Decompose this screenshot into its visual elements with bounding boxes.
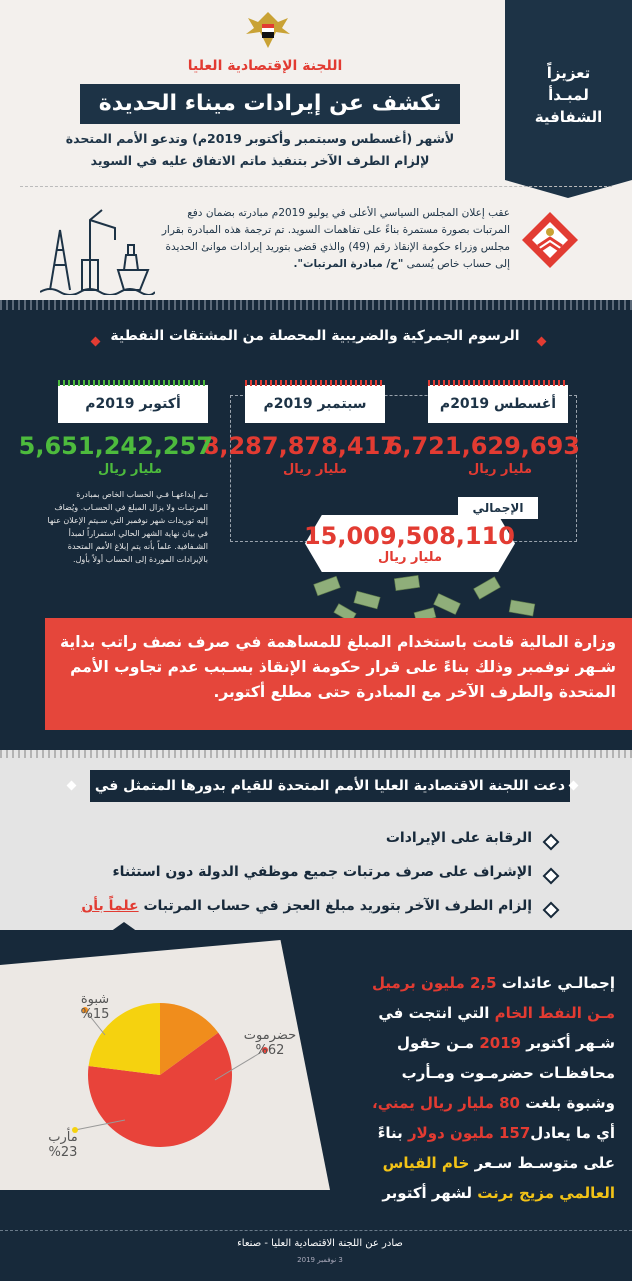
pie-value: %62 [255, 1043, 285, 1058]
un-call-item-note: علماً بأن [81, 898, 139, 914]
month-unit: مليار ريال [97, 462, 163, 477]
month-card-october [58, 385, 208, 423]
crude-text: شـهر أكتوبر [521, 1034, 615, 1052]
crude-highlight: 2019 [479, 1034, 522, 1052]
page-subtitle [20, 128, 500, 172]
un-call-item: إلزام الطرف الآخر بتوريد مبلغ العجز في حساب المرتبات [143, 898, 532, 914]
month-card-august [428, 385, 568, 423]
month-value: 6,721,629,693 [385, 432, 580, 460]
un-call-item: الرقابة على الإيرادات [385, 830, 532, 846]
month-unit: مليار ريال [467, 462, 533, 477]
pie-category: مأرب [48, 1130, 78, 1145]
un-call-item: الإشراف على صرف مرتبات جميع موظفي الدولة دون استثناء [112, 864, 532, 880]
pie-label-shabwa [60, 992, 130, 1022]
un-call-item-3 [81, 898, 532, 914]
month-value: 8,287,878,417 [202, 432, 397, 460]
month-label: أغسطس 2019م [439, 396, 557, 412]
crude-highlight: خام القياس [382, 1154, 470, 1172]
footer-date: 3 نوفمبر 2019 [297, 1256, 343, 1264]
ribbon-line-2: لمبـدأ [548, 86, 589, 104]
crude-text: بناءً [377, 1124, 408, 1142]
subtitle-line-2: لإلزام الطرف الآخر بتنفيذ ماتم الاتفاق عليه في السويد [90, 153, 430, 168]
ribbon-line-1: تعزيزاً [546, 64, 591, 82]
pie-category: شبوة [80, 992, 110, 1007]
initiative-name: "ح/ مبادرة المرتبات". [293, 258, 404, 270]
notch [110, 922, 138, 932]
crude-text: التي انتجت في [378, 1004, 495, 1022]
month-card-september [245, 385, 385, 423]
crude-text: إجمالـي عائدات [496, 974, 615, 992]
total-unit: مليار ريال [377, 550, 443, 565]
crude-text: لشهر أكتوبر [382, 1184, 478, 1202]
crude-highlight: العالمي مزيج برنت [477, 1184, 615, 1202]
customs-heading: الرسوم الجمركية والضريبية المحصلة من المشتقات النفطية [110, 328, 520, 344]
port-industry-icon [40, 200, 155, 295]
pie-category: حضرموت [243, 1028, 297, 1043]
intro-text: عقب إعلان المجلس السياسي الأعلى في يوليو 2019م مبادرته بضمان دفع المرتبات بصورة مستمرة بناءً على تفاهمات السويد. تم ترجمة هذه المبادرة بقرار مجلس وزراء حكومة الإنقاذ رقم (49) والذي قضى بتوريد إيرادات موانئ الحديدة إلى حساب خاص يُسمى [161, 207, 510, 270]
pie-value: %23 [48, 1145, 78, 1160]
finance-statement: وزارة المالية قامت باستخدام المبلغ للمساهمة في صرف نصف راتب بداية شـهر نوفمبر وذلك بناءً على قرار حكومة الإنقاذ بسـبب عدم تجاوب الأمم المتحدة والطرف الآخر مع المبادرة حتى مطلع أكتوبر. [45, 618, 632, 730]
crude-text: محافظـات حضرمـوت ومـأرب [401, 1064, 615, 1082]
committee-logo-icon [520, 210, 580, 270]
october-note: تـم إيداعهـا فـي الحساب الخاص بمبادرة المرتبـات ولا يزال المبلغ في الحسـاب. ويُضاف إليه توريدات شهر نوفمبر التي سـيتم الإعلان عنها في بيان نهاية الشهر الحالي استمراراً لمبدأ الشـفافية. علماً بأنه يتم إبلاغ الأمم المتحدة بالإيرادات الموردة إلى الحساب أولاً بأول. [47, 490, 208, 564]
divider [20, 186, 612, 187]
pie-label-hadramout [235, 1028, 305, 1058]
pie-label-marib [28, 1130, 98, 1160]
pie-slices [88, 1003, 232, 1147]
crude-oil-text [310, 968, 615, 1208]
crude-highlight: مـن النفط الخام [494, 1004, 615, 1022]
month-value: 5,651,242,257 [18, 432, 213, 460]
crude-highlight: 80 مليار ريال يمني، [372, 1094, 520, 1112]
pie-value: %15 [80, 1007, 110, 1022]
un-call-heading: دعت اللجنة الاقتصادية العليا الأمم المتحدة للقيام بدورها المتمثل في [90, 770, 570, 802]
crude-text: وشبوة بلغت [519, 1094, 615, 1112]
month-unit: مليار ريال [282, 462, 348, 477]
total-value: 15,009,508,110 [303, 522, 515, 550]
month-label: سبتمبر 2019م [263, 396, 367, 412]
crude-highlight: 2,5 مليون برميل [372, 974, 497, 992]
transparency-ribbon [505, 0, 632, 180]
subtitle-line-1: لأشهر (أغسطس وسبتمبر وأكتوبر 2019م) وتدعو الأمم المتحدة [65, 131, 455, 146]
crude-text: أي ما يعادل [530, 1124, 615, 1142]
footer-issuer: صادر عن اللجنة الاقتصادية العليا - صنعاء [237, 1238, 403, 1249]
total-label: الإجمالي [458, 497, 538, 519]
crude-text: مـن حقول [396, 1034, 480, 1052]
intro-paragraph [150, 205, 510, 273]
ribbon-line-3: الشفافية [534, 108, 603, 126]
crude-highlight: 157 مليون دولار [407, 1124, 531, 1142]
month-label: أكتوبر 2019م [85, 396, 181, 412]
committee-name: اللجنة الإقتصادية العليا [187, 58, 343, 74]
crude-text: على متوسـط سـعر [469, 1154, 615, 1172]
page-title: تكشف عن إيرادات ميناء الحديدة [80, 84, 460, 124]
yemen-emblem-icon [238, 8, 298, 52]
